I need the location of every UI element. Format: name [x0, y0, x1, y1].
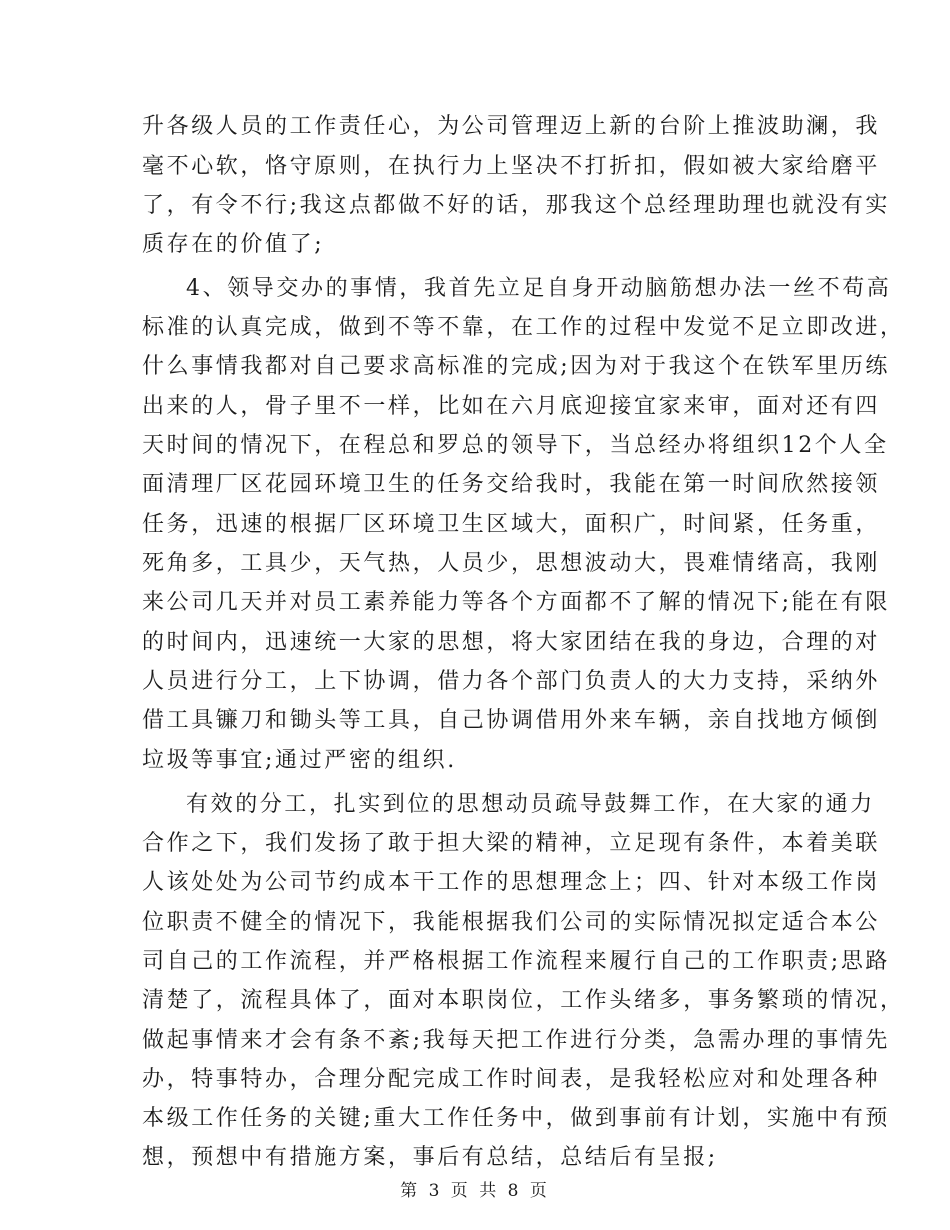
text-line: 想，预想中有措施方案，事后有总结，总结后有呈报; — [142, 1145, 718, 1170]
text-line: 毫不心软，恪守原则，在执行力上坚决不打折扣，假如被大家给磨平 — [142, 154, 881, 179]
page-number-footer: 第 3 页 共 8 页 — [400, 1181, 550, 1201]
text-line: 本级工作任务的关键;重大工作任务中，做到事前有计划，实施中有预 — [142, 1106, 891, 1131]
text-line: 任务，迅速的根据厂区环境卫生区域大，面积广，时间紧，任务重， — [142, 512, 881, 537]
paragraph-start-line: 4、领导交办的事情，我首先立足自身开动脑筋想办法一丝不苟高 — [186, 276, 892, 301]
text-line: 死角多，工具少，天气热，人员少，思想波动大，畏难情绪高，我刚 — [142, 551, 881, 576]
text-line: 出来的人，骨子里不一样，比如在六月底迎接宜家来审，面对还有四 — [142, 394, 881, 419]
text-line: 标准的认真完成，做到不等不靠，在工作的过程中发觉不足立即改进， — [142, 315, 905, 340]
text-line: 垃圾等事宜;通过严密的组织. — [142, 748, 457, 773]
text-line: 的时间内，迅速统一大家的思想，将大家团结在我的身边，合理的对 — [142, 630, 881, 655]
text-line: 了，有令不行;我这点都做不好的话，那我这个总经理助理也就没有实 — [142, 193, 891, 218]
text-line: 面清理厂区花园环境卫生的任务交给我时，我能在第一时间欣然接领 — [142, 472, 881, 497]
text-line: 司自己的工作流程，并严格根据工作流程来履行自己的工作职责;思路 — [142, 949, 891, 974]
text-line: 办，特事特办，合理分配完成工作时间表，是我轻松应对和处理各种 — [142, 1067, 881, 1092]
text-line: 清楚了，流程具体了，面对本职岗位，工作头绪多，事务繁琐的情况， — [142, 988, 905, 1013]
text-line: 质存在的价值了; — [142, 232, 325, 257]
text-line: 人该处处为公司节约成本干工作的思想理念上；四、针对本级工作岗 — [142, 870, 881, 895]
text-line: 来公司几天并对员工素养能力等各个方面都不了解的情况下;能在有限 — [142, 590, 891, 615]
text-line: 合作之下，我们发扬了敢于担大梁的精神，立足现有条件，本着美联 — [142, 831, 881, 856]
text-line: 做起事情来才会有条不紊;我每天把工作进行分类，急需办理的事情先 — [142, 1028, 891, 1053]
text-line: 升各级人员的工作责任心，为公司管理迈上新的台阶上推波助澜，我 — [142, 114, 881, 139]
text-line: 人员进行分工，上下协调，借力各个部门负责人的大力支持，采纳外 — [142, 669, 881, 694]
text-line: 借工具镰刀和锄头等工具，自己协调借用外来车辆，亲自找地方倾倒 — [142, 708, 881, 733]
paragraph-start-line: 有效的分工，扎实到位的思想动员疏导鼓舞工作，在大家的通力 — [186, 792, 875, 817]
text-line: 什么事情我都对自己要求高标准的完成;因为对于我这个在铁军里历练 — [142, 354, 891, 379]
text-line: 天时间的情况下，在程总和罗总的领导下，当总经办将组织12个人全 — [142, 433, 889, 458]
text-line: 位职责不健全的情况下，我能根据我们公司的实际情况拟定适合本公 — [142, 910, 881, 935]
